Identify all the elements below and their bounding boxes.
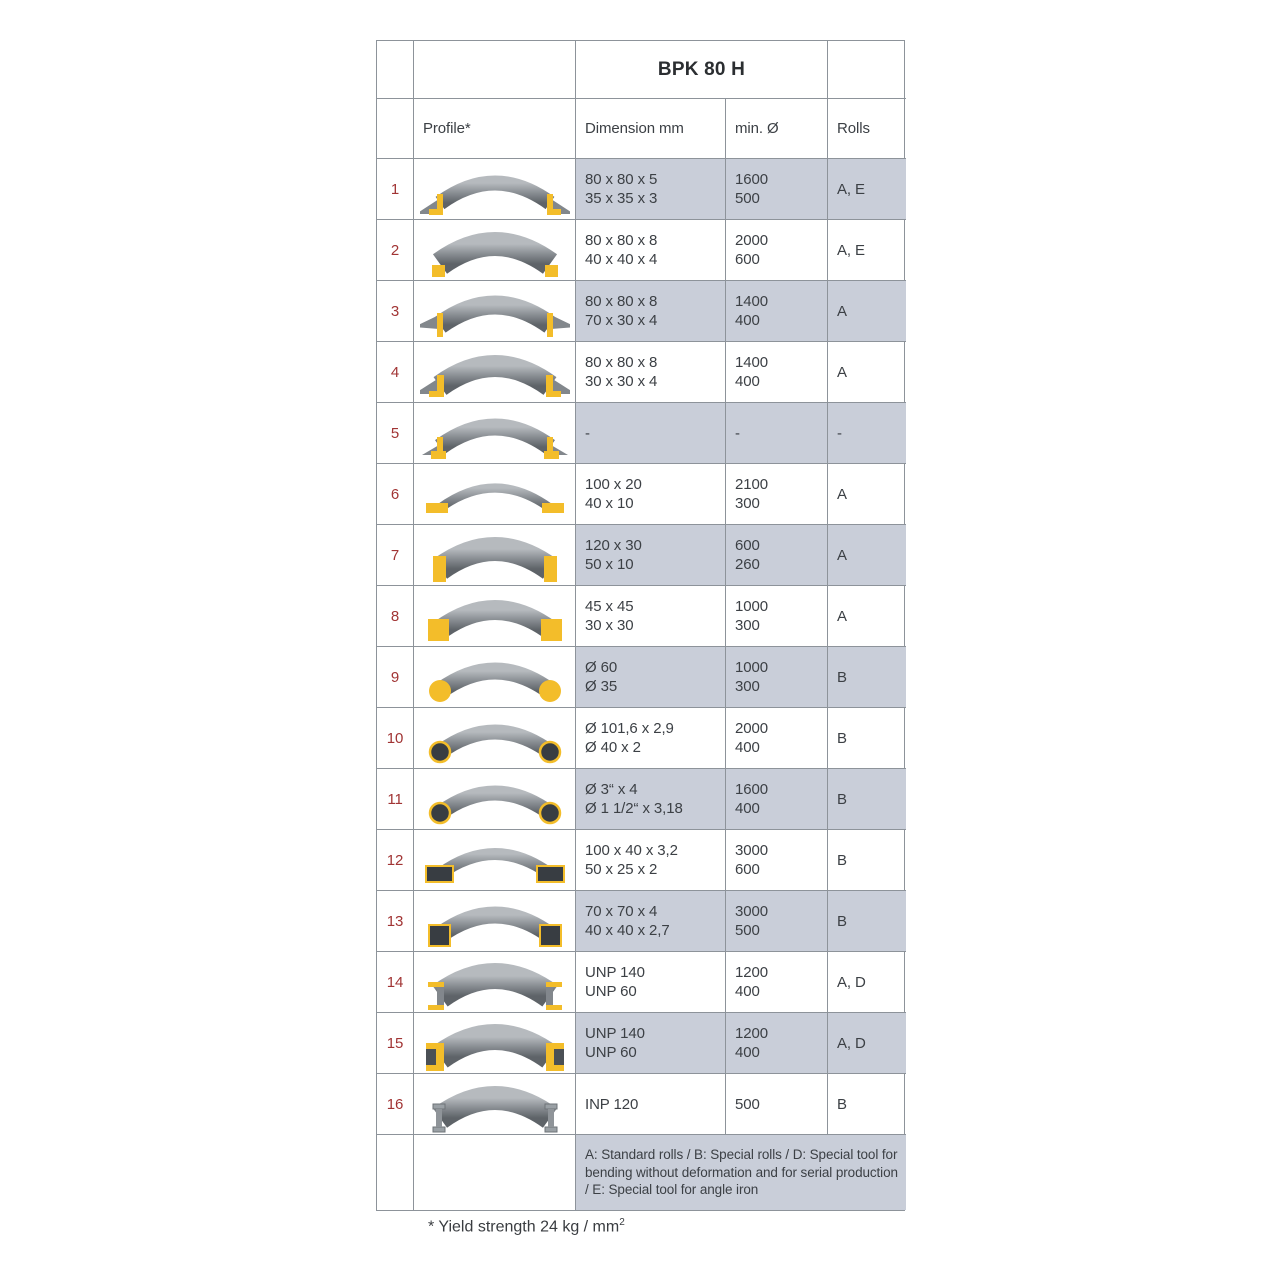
empty-cell [414,1135,576,1210]
table-row [377,1074,904,1135]
empty-cell [377,41,414,99]
dimension-cell: - [576,403,726,464]
profile-image-rectangular-tube [414,830,576,891]
empty-cell [377,1135,414,1210]
min-diameter-cell: 500 [726,1074,828,1135]
min-diameter-cell: 3000 500 [726,891,828,952]
dimension-cell: UNP 140 UNP 60 [576,952,726,1013]
profile-image-round-bar [414,647,576,708]
rolls-cell: A [828,342,906,403]
table-row [377,464,904,525]
profile-image-inp-i-beam [414,1074,576,1135]
yield-strength-sup: 2 [619,1217,625,1228]
row-number: 4 [377,342,414,403]
min-diameter-cell: 1200 400 [726,1013,828,1074]
profile-image-angle-iron-leg-up [414,159,576,220]
min-diameter-cell: 2100 300 [726,464,828,525]
rolls-legend: A: Standard rolls / B: Special rolls / D: Special tool for bending without deformation and for serial production / E: Special tool for angle iron [576,1135,906,1210]
empty-cell [414,41,576,99]
profile-image-square-bar [414,586,576,647]
dimension-cell: Ø 60 Ø 35 [576,647,726,708]
row-number: 14 [377,952,414,1013]
row-number: 11 [377,769,414,830]
profile-image-angle-iron-flange-out [414,281,576,342]
row-number: 1 [377,159,414,220]
table-row [377,952,904,1013]
row-number: 2 [377,220,414,281]
table-header-columns-row [377,99,904,159]
profile-image-angle-iron-feet [414,403,576,464]
table-row [377,647,904,708]
dimension-cell: Ø 3“ x 4 Ø 1 1/2“ x 3,18 [576,769,726,830]
dimension-cell: 70 x 70 x 4 40 x 40 x 2,7 [576,891,726,952]
min-diameter-cell: 1000 300 [726,647,828,708]
row-number: 8 [377,586,414,647]
table-header-title-row [377,41,904,99]
rolls-cell: A [828,586,906,647]
table-row [377,830,904,891]
min-diameter-cell: 1000 300 [726,586,828,647]
rolls-cell: B [828,647,906,708]
rolls-cell: B [828,830,906,891]
dimension-cell: 100 x 40 x 3,2 50 x 25 x 2 [576,830,726,891]
rolls-cell: A [828,281,906,342]
table-row [377,708,904,769]
profile-image-flat-bar-on-edge [414,525,576,586]
rolls-cell: B [828,708,906,769]
col-header-min-diameter: min. Ø [726,99,828,159]
table-row [377,891,904,952]
min-diameter-cell: 1600 400 [726,769,828,830]
row-number: 7 [377,525,414,586]
machine-title: BPK 80 H [576,41,828,99]
empty-cell [828,41,906,99]
min-diameter-cell: 600 260 [726,525,828,586]
dimension-cell: 100 x 20 40 x 10 [576,464,726,525]
table-row [377,1013,904,1074]
min-diameter-cell: 1400 400 [726,281,828,342]
rolls-cell: A, E [828,159,906,220]
table-row [377,525,904,586]
rolls-cell: B [828,769,906,830]
profile-image-round-tube-inch [414,769,576,830]
rolls-cell: A [828,525,906,586]
row-number: 15 [377,1013,414,1074]
min-diameter-cell: - [726,403,828,464]
rolls-cell: B [828,891,906,952]
table-row [377,281,904,342]
col-header-rolls: Rolls [828,99,906,159]
row-number: 9 [377,647,414,708]
dimension-cell: 45 x 45 30 x 30 [576,586,726,647]
profile-image-unp-channel-open [414,1013,576,1074]
table-row [377,586,904,647]
spec-table [376,40,905,1211]
row-number: 5 [377,403,414,464]
row-number: 13 [377,891,414,952]
rolls-cell: A [828,464,906,525]
row-number: 10 [377,708,414,769]
profile-image-angle-iron-leg-in [414,220,576,281]
dimension-cell: Ø 101,6 x 2,9 Ø 40 x 2 [576,708,726,769]
dimension-cell: 80 x 80 x 5 35 x 35 x 3 [576,159,726,220]
row-number: 12 [377,830,414,891]
rolls-cell: - [828,403,906,464]
empty-cell [377,99,414,159]
profile-image-flat-bar-on-flat [414,464,576,525]
profile-image-unp-channel-flanges-out [414,952,576,1013]
table-row [377,220,904,281]
profile-image-round-tube [414,708,576,769]
rolls-cell: B [828,1074,906,1135]
row-number: 6 [377,464,414,525]
dimension-cell: 80 x 80 x 8 30 x 30 x 4 [576,342,726,403]
yield-strength-note [428,1217,625,1236]
rolls-cell: A, D [828,1013,906,1074]
yield-strength-text: * Yield strength 24 kg / mm [428,1218,620,1236]
table-row [377,159,904,220]
table-row [377,403,904,464]
col-header-profile: Profile* [414,99,576,159]
row-number: 3 [377,281,414,342]
profile-image-square-tube [414,891,576,952]
col-header-dimension: Dimension mm [576,99,726,159]
profile-image-angle-iron-flange-down [414,342,576,403]
rolls-cell: A, E [828,220,906,281]
min-diameter-cell: 2000 400 [726,708,828,769]
table-row [377,342,904,403]
row-number: 16 [377,1074,414,1135]
min-diameter-cell: 3000 600 [726,830,828,891]
dimension-cell: 80 x 80 x 8 70 x 30 x 4 [576,281,726,342]
dimension-cell: 80 x 80 x 8 40 x 40 x 4 [576,220,726,281]
dimension-cell: UNP 140 UNP 60 [576,1013,726,1074]
min-diameter-cell: 1400 400 [726,342,828,403]
dimension-cell: INP 120 [576,1074,726,1135]
min-diameter-cell: 1600 500 [726,159,828,220]
min-diameter-cell: 1200 400 [726,952,828,1013]
table-row [377,769,904,830]
min-diameter-cell: 2000 600 [726,220,828,281]
dimension-cell: 120 x 30 50 x 10 [576,525,726,586]
rolls-cell: A, D [828,952,906,1013]
table-footer-row [377,1135,904,1210]
